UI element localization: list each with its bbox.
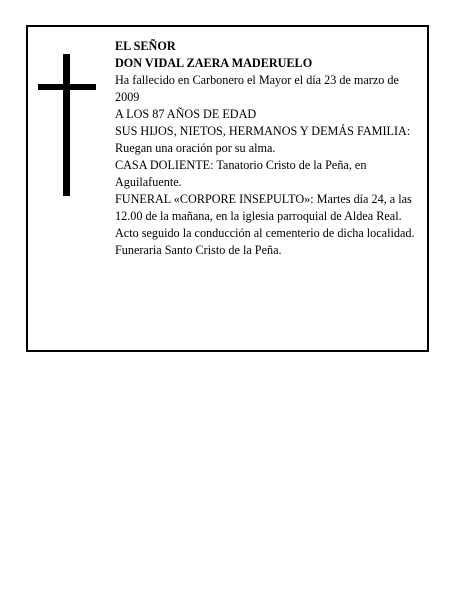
age-line: A LOS 87 AÑOS DE EDAD <box>115 107 257 121</box>
death-announcement: Ha fallecido en Carbonero el Mayor el día 23 de marzo de 2009 <box>115 73 399 104</box>
funeral-details: FUNERAL «CORPORE INSEPULTO»: Martes día 24, a las 12.00 de la mañana, en la iglesia parroquial de Aldea Real. Acto seguido la conducción al cementerio de dicha localidad. <box>115 192 415 240</box>
family-line: SUS HIJOS, NIETOS, HERMANOS Y DEMÁS FAMILIA: <box>115 124 411 138</box>
mourning-house: CASA DOLIENTE: Tanatorio Cristo de la Peña, en Aguilafuente. <box>115 158 367 189</box>
honorific-heading: EL SEÑOR <box>115 39 176 53</box>
latin-cross-icon-crossbar <box>38 84 96 90</box>
latin-cross-icon <box>63 54 70 196</box>
deceased-name: DON VIDAL ZAERA MADERUELO <box>115 56 313 70</box>
prayer-request: Ruegan una oración por su alma. <box>115 141 276 155</box>
obituary-text <box>115 38 420 259</box>
funeral-home: Funeraria Santo Cristo de la Peña. <box>115 243 282 257</box>
